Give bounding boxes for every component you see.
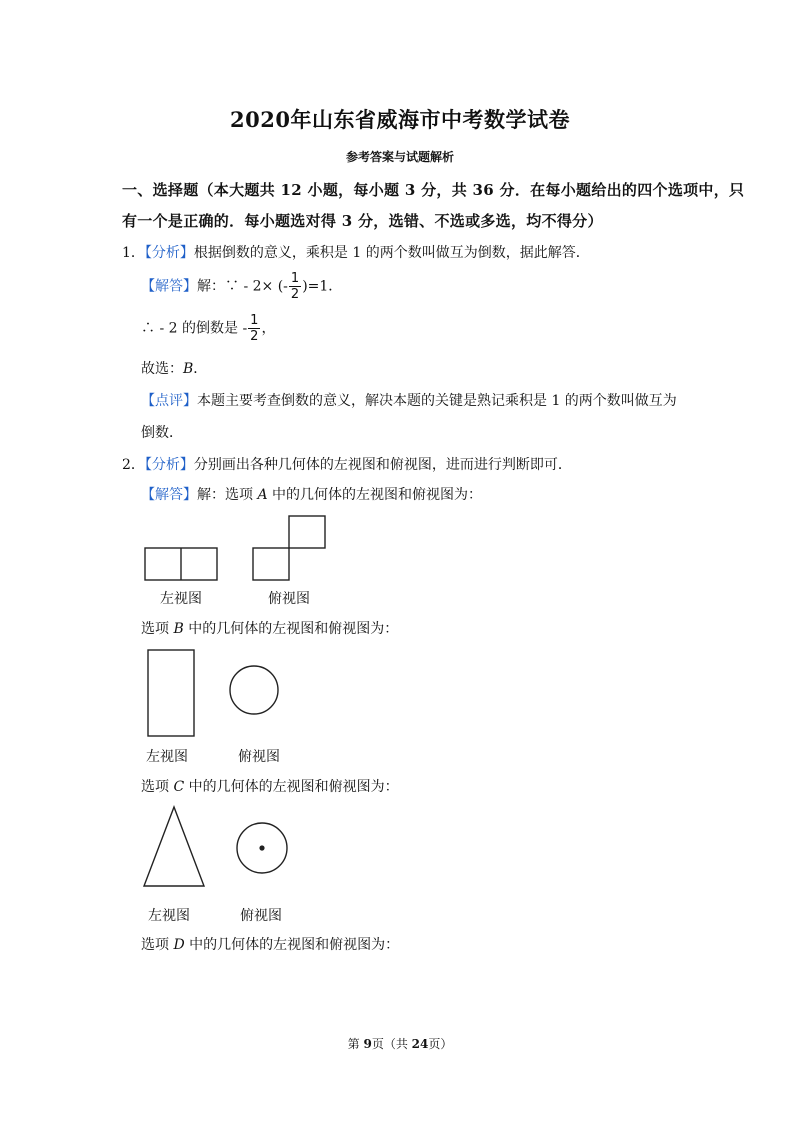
- q2-option-a-text: 中的几何体的左视图和俯视图为：: [267, 487, 483, 503]
- q1-solution-tag: 【解答】: [141, 278, 197, 295]
- footer-mid: 页（共: [371, 1037, 412, 1051]
- q1-solution-pre: 解：∵ - 2× (-: [197, 278, 288, 295]
- q2-number: 2．: [122, 457, 145, 473]
- q2-option-a-letter: A: [257, 487, 268, 503]
- q2-solution-pre: 解：选项: [197, 487, 258, 503]
- q2-option-c-letter: C: [173, 779, 185, 795]
- q1-solution-post: )=1．: [302, 278, 343, 295]
- q2-analysis-text: 分别画出各种几何体的左视图和俯视图，进而进行判断即可．: [193, 457, 572, 473]
- q1-comment-tag: 【点评】: [141, 393, 197, 409]
- option-b-left-view-label: 左视图: [146, 749, 188, 765]
- q2-option-b-pre: 选项: [141, 621, 174, 637]
- q1-therefore-post: ，: [261, 320, 276, 337]
- q2-option-c-pre: 选项: [141, 779, 174, 795]
- q2-option-c: [141, 776, 399, 796]
- footer-page-number: 9: [363, 1037, 372, 1051]
- q1-therefore-fraction: [248, 314, 260, 343]
- section-heading-line1: 一、选择题（本大题共 12 小题，每小题 3 分，共 36 分．在每小题给出的四个选项中，只: [122, 181, 745, 199]
- q1-comment-line1: 本题主要考查倒数的意义，解决本题的关键是熟记乘积是 1 的两个数叫做互为: [197, 393, 677, 409]
- page-title: 2020年山东省威海市中考数学试卷: [230, 107, 570, 132]
- option-a-top-view-bottom: [253, 548, 289, 580]
- option-b-top-view-label: 俯视图: [238, 749, 280, 765]
- q1-therefore-pre: ∴ - 2 的倒数是 -: [141, 320, 248, 337]
- q2-solution-tag: 【解答】: [141, 487, 197, 503]
- option-b-top-view-circle: [230, 666, 278, 714]
- q1-solution-fraction: [289, 272, 301, 301]
- option-c-left-view-triangle: [144, 807, 204, 886]
- q1-number: 1．: [122, 245, 145, 261]
- q2-analysis: [122, 454, 572, 474]
- option-a-left-view-label: 左视图: [160, 591, 202, 607]
- q2-option-c-text: 中的几何体的左视图和俯视图为：: [184, 779, 399, 795]
- q2-option-b-letter: B: [173, 621, 184, 637]
- q1-analysis-tag: 【分析】: [144, 245, 194, 261]
- option-c-figures: [140, 802, 300, 892]
- footer-pre: 第: [347, 1037, 364, 1051]
- q2-option-d: [141, 934, 399, 954]
- fraction-denominator: 2: [290, 287, 300, 302]
- q1-solution: [141, 272, 342, 301]
- option-c-top-view-label: 俯视图: [240, 908, 282, 924]
- option-b-left-view-rectangle: [148, 650, 194, 736]
- q1-comment-line2: 倒数．: [141, 425, 183, 441]
- option-a-figures: [140, 510, 340, 586]
- q1-choice-prefix: 故选：: [141, 361, 183, 377]
- footer-total-pages: 24: [411, 1037, 429, 1051]
- q1-choice-letter: B: [183, 361, 194, 377]
- fraction-numerator: 1: [250, 313, 259, 328]
- q2-analysis-tag: 【分析】: [144, 457, 194, 473]
- q1-choice: [141, 358, 207, 378]
- section-heading-line2: 有一个是正确的．每小题选对得 3 分，选错、不选或多选，均不得分）: [122, 212, 603, 230]
- option-b-figures: [140, 645, 300, 741]
- page-footer: [0, 1035, 800, 1052]
- q1-therefore: [141, 314, 275, 343]
- q1-analysis-text: 根据倒数的意义，乘积是 1 的两个数叫做互为倒数，据此解答．: [193, 245, 590, 261]
- fraction-denominator: 2: [250, 329, 259, 344]
- page-subtitle: 参考答案与试题解析: [345, 150, 454, 164]
- q2-option-b: [141, 618, 398, 638]
- q2-option-d-letter: D: [173, 937, 185, 953]
- footer-post: 页）: [428, 1037, 453, 1051]
- q1-comment: [141, 390, 677, 410]
- option-c-top-view-center-dot: [259, 845, 264, 850]
- option-a-top-view-top: [289, 516, 325, 548]
- q1-analysis: [122, 242, 590, 262]
- q2-solution: [141, 484, 482, 504]
- q2-option-d-pre: 选项: [141, 937, 174, 953]
- option-c-left-view-label: 左视图: [148, 908, 190, 924]
- q2-option-d-text: 中的几何体的左视图和俯视图为：: [184, 937, 400, 953]
- option-a-top-view-label: 俯视图: [268, 591, 310, 607]
- q2-option-b-text: 中的几何体的左视图和俯视图为：: [183, 621, 399, 637]
- fraction-numerator: 1: [290, 271, 300, 286]
- q1-choice-suffix: ．: [193, 361, 208, 377]
